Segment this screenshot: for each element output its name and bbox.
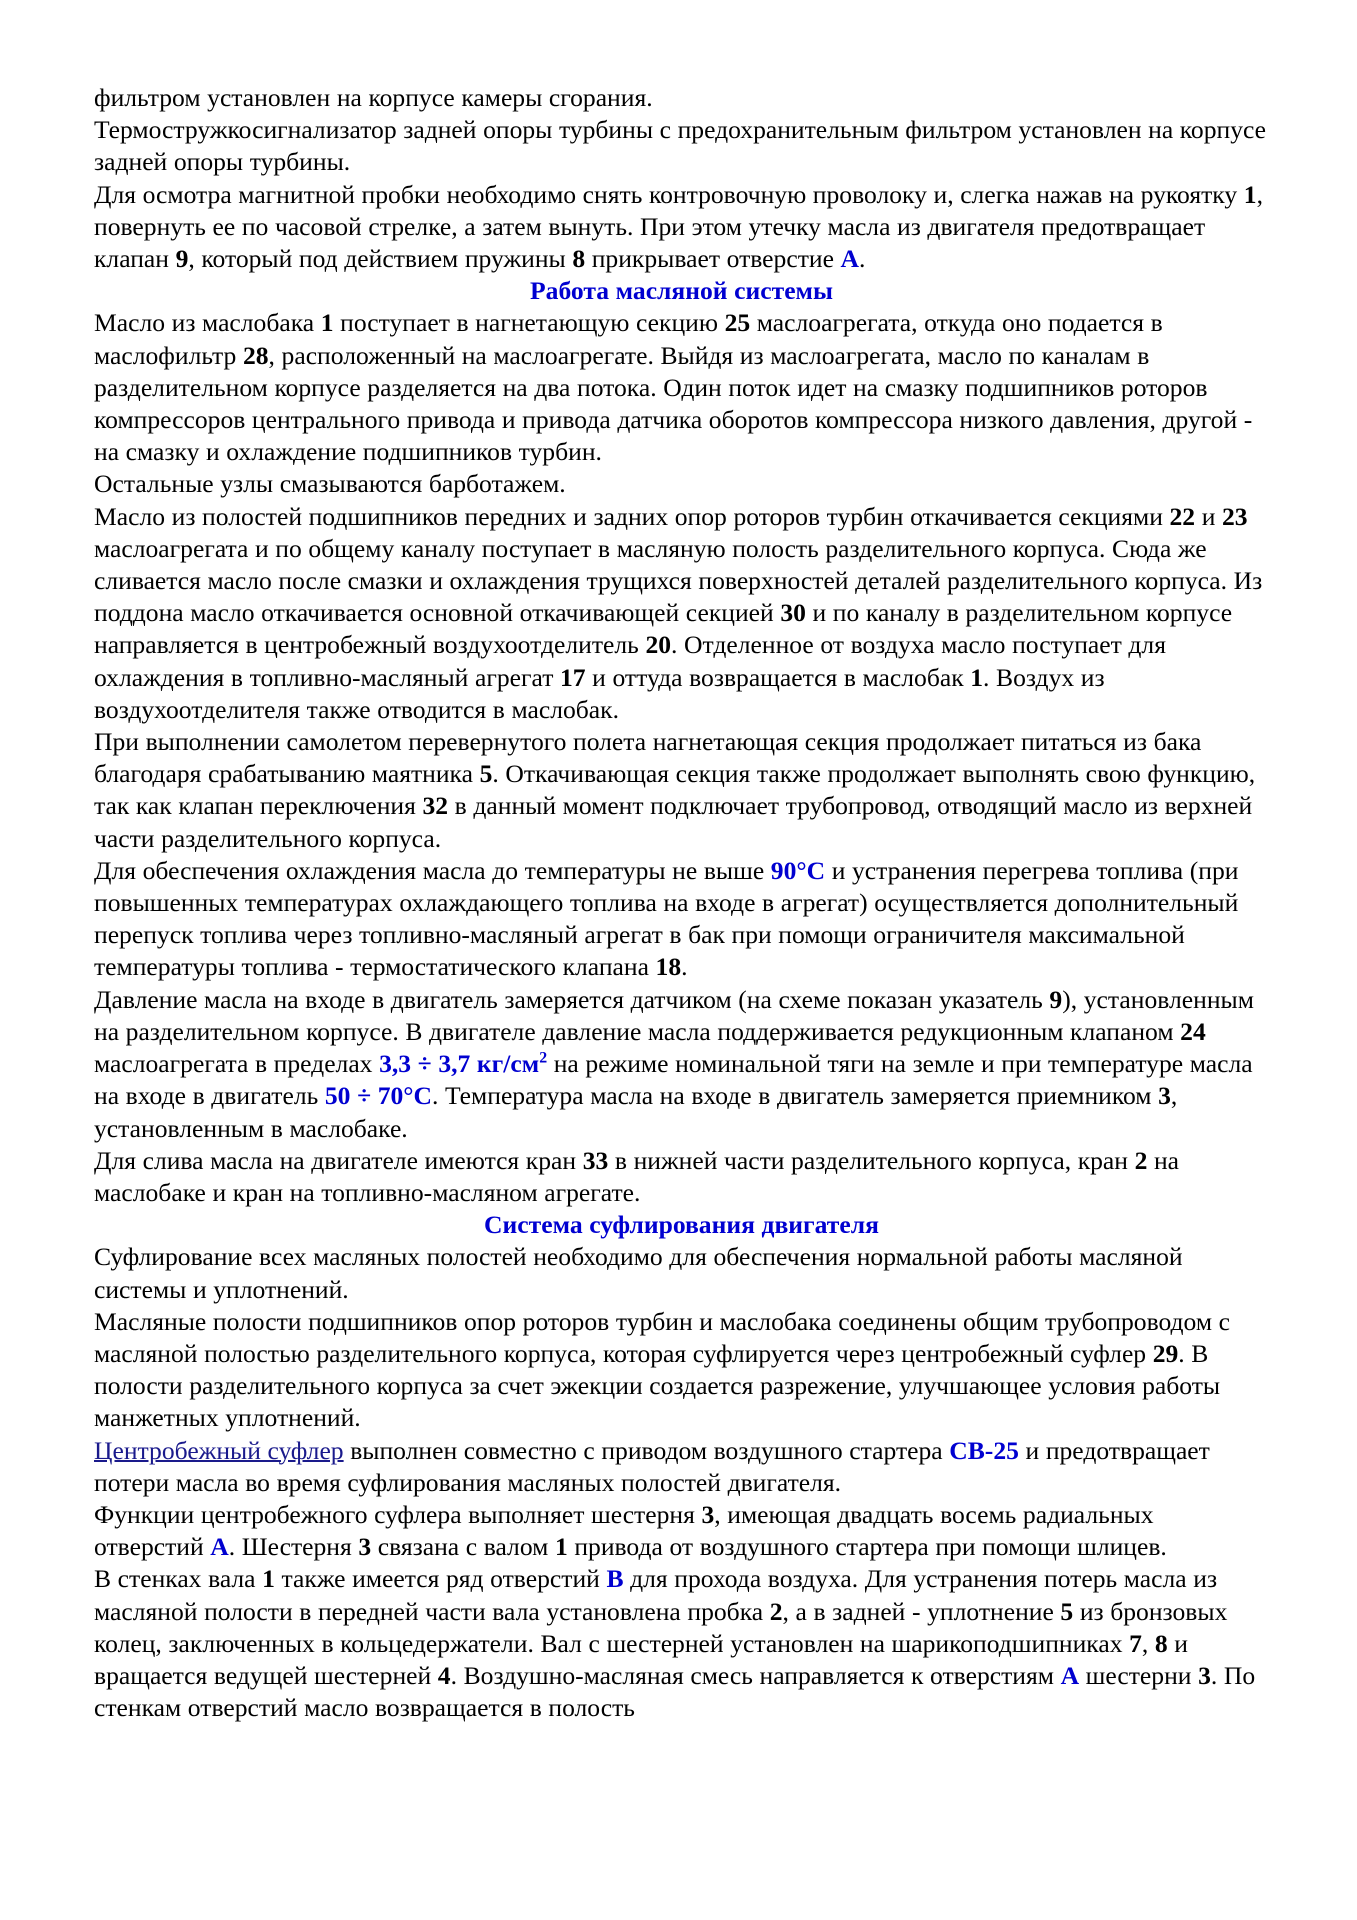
item-number: 4 <box>437 1660 451 1690</box>
superscript: 2 <box>539 1049 548 1067</box>
highlighted-value: А <box>210 1532 229 1562</box>
paragraph <box>94 855 1269 984</box>
text-run: на маслобаке и кран на топливно-масляном агрегате. <box>94 1145 1180 1207</box>
text-run: маслоагрегата и по общему каналу поступает в масляную полость разделительного корпуса. Сюда же сливается масло после смазки и охлаждения трущихся поверхностей деталей разделительного корпуса. Из поддона масло откачивается основной откачивающей секцией <box>94 533 1263 628</box>
item-number: 1 <box>554 1532 568 1562</box>
item-number: 5 <box>479 759 493 789</box>
text-run: на режиме номинальной тяги на земле и при температуре масла на входе в двигатель <box>94 1049 1253 1111</box>
item-number: 28 <box>242 340 269 370</box>
text-run: в нижней части разделительного корпуса, кран <box>608 1145 1135 1175</box>
item-number: 1 <box>1243 179 1257 209</box>
paragraph: Термостружкосигнализатор задней опоры турбины с предохранительным фильтром установлен на корпусе задней опоры турбины. <box>94 115 1267 177</box>
highlighted-value: А <box>1060 1660 1080 1690</box>
text-run: поступает в нагнетающую секцию <box>333 308 725 338</box>
text-run: маслоагрегата, откуда оно подается в маслофильтр <box>94 308 1163 370</box>
item-number: 1 <box>970 662 984 692</box>
text-run: , <box>1141 1628 1155 1658</box>
text-run: . Воздух из воздухоотделителя также отводится в маслобак. <box>94 662 1105 724</box>
text-run: Функции центробежного суфлера выполняет шестерня <box>94 1499 702 1529</box>
paragraph: Суфлирование всех масляных полостей необходимо для обеспечения нормальной работы масляной системы и уплотнений. <box>94 1242 1183 1304</box>
text-run: прикрывает отверстие <box>585 244 841 274</box>
highlighted-value: А <box>840 244 860 274</box>
paragraph <box>94 501 1269 726</box>
item-number: 2 <box>1134 1145 1148 1175</box>
item-number: 29 <box>1152 1338 1179 1368</box>
paragraph: фильтром установлен на корпусе камеры сгорания. <box>94 83 653 112</box>
text-run: и оттуда возвращается в маслобак <box>585 662 971 692</box>
highlighted-value: 3,3 ÷ 3,7 $кг/см^2$ <box>379 1049 548 1079</box>
item-number: 2 <box>769 1596 783 1626</box>
text-run: и предотвращает потери масла во время суфлирования масляных полостей двигателя. <box>94 1435 1210 1497</box>
item-number: 22 <box>1169 501 1196 531</box>
text-run: связана с валом <box>371 1532 555 1562</box>
paragraph <box>94 1306 1269 1435</box>
text-run: , расположенный на маслоагрегате. Выйдя из маслоагрегата, масло по каналам в разделительном корпусе разделяется на два потока. Один поток идет на смазку подшипников роторов компрессоров центрального привода и привода датчика оборотов компрессора низкого давления, другой - на смазку и охлаждение подшипников турбин. <box>94 340 1253 467</box>
text-run: из бронзовых колец, заключенных в кольцедержатели. Вал с шестерней установлен на шарикоподшипниках <box>94 1596 1228 1658</box>
paragraph <box>94 1499 1269 1563</box>
text-run: и вращается ведущей шестерней <box>94 1628 1188 1690</box>
text-run: Масло из маслобака <box>94 308 321 338</box>
text-run: шестерни <box>1079 1660 1199 1690</box>
paragraph <box>94 726 1269 855</box>
text-run: Для осмотра магнитной пробки необходимо снять контровочную проволоку и, слегка нажав на рукоятку <box>94 179 1244 209</box>
text-run: . Температура масла на входе в двигатель замеряется приемником <box>432 1081 1159 1111</box>
item-number: 9 <box>175 244 189 274</box>
document-body <box>94 82 1269 1724</box>
text-run: ), установленным на разделительном корпусе. В двигателе давление масла поддерживается редукционным клапаном <box>94 984 1254 1046</box>
paragraph <box>94 179 1269 276</box>
paragraph <box>94 1145 1269 1209</box>
text-run: , установленным в маслобаке. <box>94 1081 1178 1143</box>
text-run: . <box>859 244 866 274</box>
text-run: , а в задней - уплотнение <box>782 1596 1061 1626</box>
item-number: 1 <box>262 1564 275 1594</box>
text-run: также имеется ряд отверстий <box>274 1564 607 1594</box>
item-number: 20 <box>645 630 672 660</box>
paragraph <box>94 984 1269 1145</box>
item-number: 33 <box>582 1145 609 1175</box>
item-number: 3 <box>701 1499 715 1529</box>
section-heading: Система суфлирования двигателя <box>484 1210 879 1240</box>
section-heading: Работа масляной системы <box>530 276 833 306</box>
text-run: . Откачивающая секция также продолжает выполнять свою функцию, так как клапан переключения <box>94 759 1256 821</box>
paragraph <box>94 307 1269 468</box>
text-run: . Воздушно-масляная смесь направляется к отверстиям <box>450 1660 1061 1690</box>
text-run: , имеющая двадцать восемь радиальных отверстий <box>94 1499 1154 1562</box>
item-number: 5 <box>1060 1596 1074 1626</box>
text-run: При выполнении самолетом перевернутого полета нагнетающая секция продолжает питаться из бака благодаря срабатыванию маятника <box>94 727 1202 789</box>
text-run: маслоагрегата в пределах <box>94 1049 380 1079</box>
text-run: . Отделенное от воздуха масло поступает для охлаждения в топливно-масляный агрегат <box>94 630 1166 692</box>
text-run: , который под действием пружины <box>188 244 573 274</box>
item-number: 18 <box>655 952 682 982</box>
highlighted-value: В <box>606 1564 624 1594</box>
text-run: в данный момент подключает трубопровод, отводящий масло из верхней части разделительного корпуса. <box>94 791 1253 853</box>
text-run: и по каналу в разделительном корпусе направляется в центробежный воздухоотделитель <box>94 598 1233 660</box>
item-number: 8 <box>1154 1628 1168 1658</box>
item-number: 8 <box>572 244 586 274</box>
text-run: В стенках вала <box>94 1564 263 1594</box>
item-number: 1 <box>320 308 334 338</box>
highlighted-value: 90°C <box>770 855 826 885</box>
item-number: 7 <box>1129 1628 1142 1658</box>
paragraph <box>94 1435 1269 1499</box>
text-run: Для слива масла на двигателе имеются кран <box>94 1145 583 1175</box>
text-run: привода от воздушного стартера при помощи шлицев. <box>567 1532 1167 1562</box>
text-run: . В полости разделительного корпуса за счет эжекции создается разрежение, улучшающее условия работы манжетных уплотнений. <box>94 1338 1221 1433</box>
text-run: и <box>1195 501 1222 531</box>
text-run: Давление масла на входе в двигатель замеряется датчиком (на схеме показан указатель <box>94 984 1050 1014</box>
text-run: Масло из полостей подшипников передних и задних опор роторов турбин откачивается секциями <box>94 501 1170 531</box>
highlighted-value: СВ-25 <box>949 1435 1019 1465</box>
text-run: и устранения перегрева топлива (при повышенных температурах охлаждающего топлива на входе в агрегат) осуществляется дополнительный перепуск топлива через топливно-масляный агрегат в бак при помощи ограничителя максимальной температуры топлива - термостатического клапана <box>94 855 1239 982</box>
item-number: 3 <box>1198 1660 1211 1690</box>
item-number: 3 <box>358 1532 372 1562</box>
text-run: выполнен совместно с приводом воздушного стартера <box>343 1435 950 1465</box>
document-link[interactable]: Центробежный суфлер <box>94 1435 344 1465</box>
text-run: для прохода воздуха. Для устранения потерь масла из масляной полости в передней части вала установлена пробка <box>94 1564 1218 1626</box>
item-number: 23 <box>1222 501 1248 531</box>
item-number: 32 <box>422 791 449 821</box>
item-number: 3 <box>1158 1081 1171 1111</box>
text-run: Масляные полости подшипников опор роторов турбин и маслобака соединены общим трубопроводом с масляной полостью разделительного корпуса, которая суфлируется через центробежный суфлер <box>94 1306 1231 1368</box>
text-run: Для обеспечения охлаждения масла до температуры не выше <box>94 855 771 885</box>
item-number: 9 <box>1049 984 1063 1014</box>
highlighted-value: 50 ÷ 70°C <box>324 1081 433 1111</box>
item-number: 25 <box>724 308 751 338</box>
text-run: . Шестерня <box>228 1532 359 1562</box>
text-run: . <box>681 952 688 982</box>
paragraph: Остальные узлы смазываются барботажем. <box>94 469 566 499</box>
item-number: 24 <box>1180 1016 1206 1046</box>
item-number: 30 <box>780 598 806 628</box>
text-run: , повернуть ее по часовой стрелке, а затем вынуть. При этом утечку масла из двигателя предотвращает клапан <box>94 179 1263 274</box>
text-run: . По стенкам отверстий масло возвращается в полость <box>94 1660 1256 1723</box>
paragraph <box>94 1563 1269 1724</box>
item-number: 17 <box>559 662 586 692</box>
